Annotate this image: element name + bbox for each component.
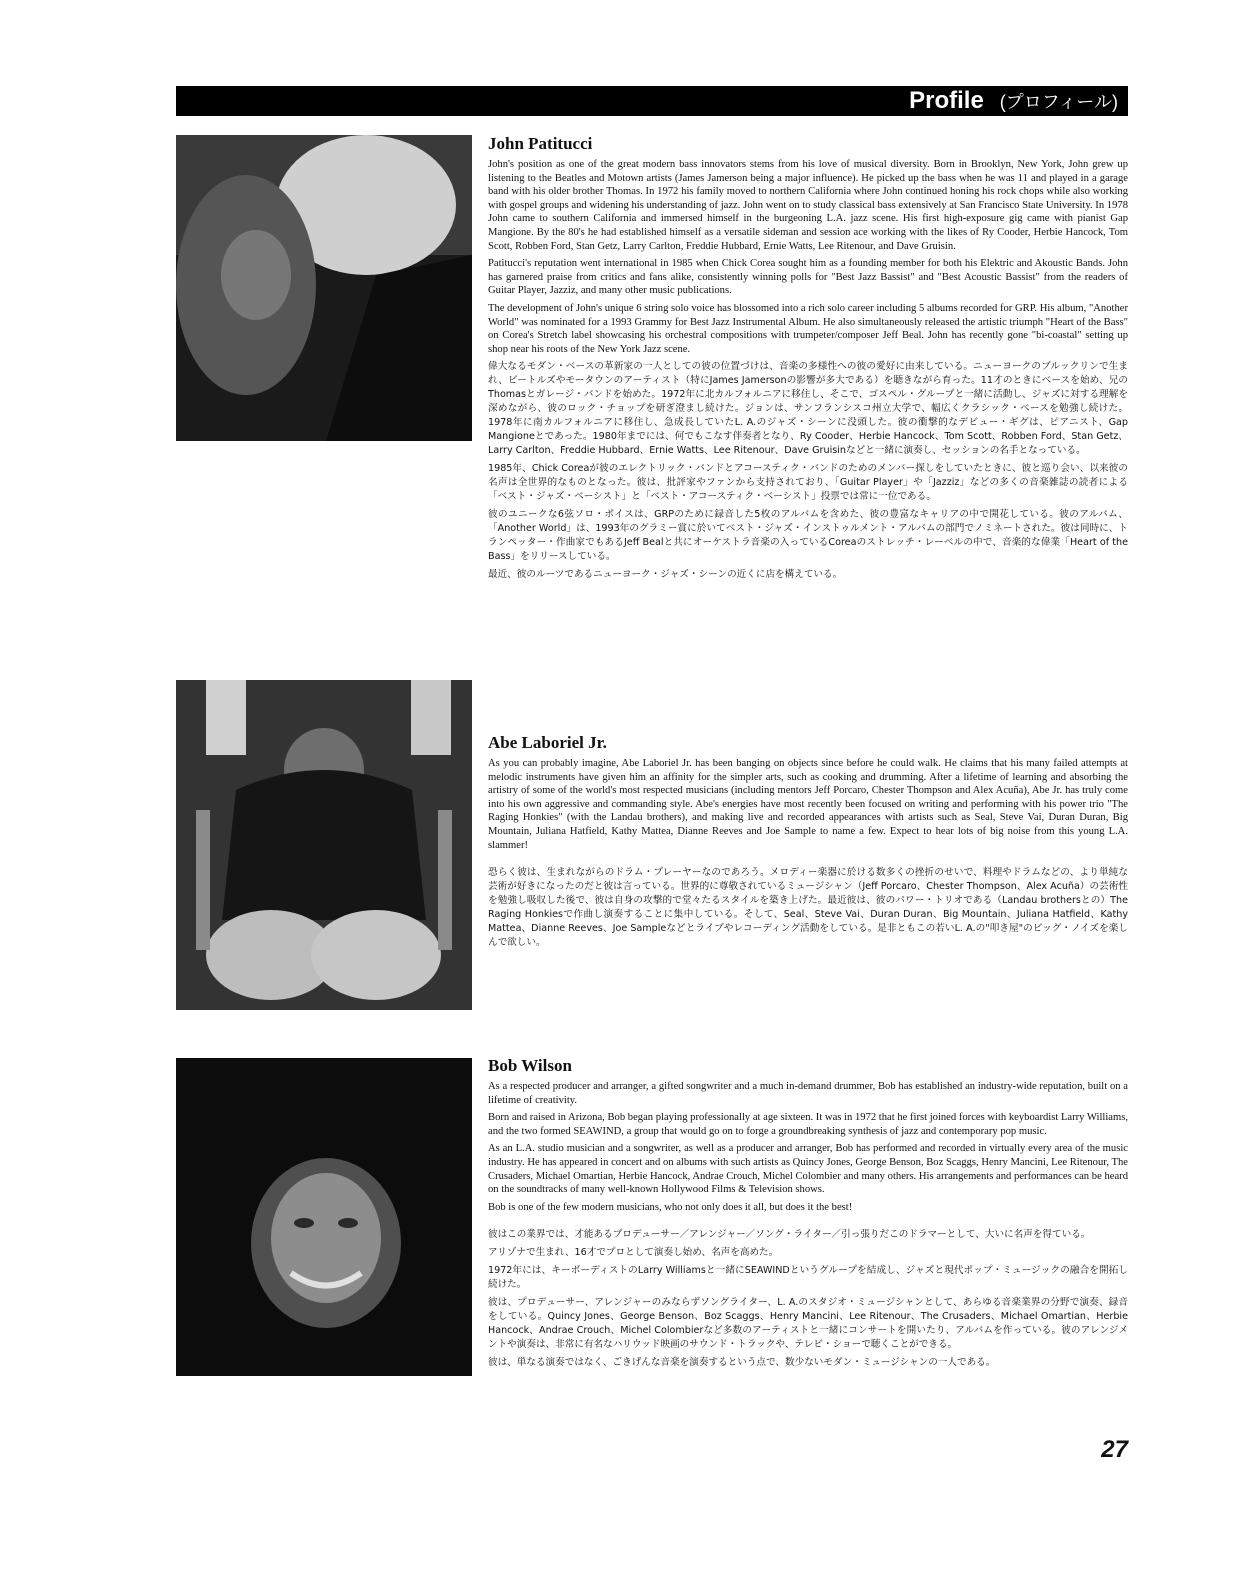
bio-ja-paragraph: 彼は、プロデューサー、アレンジャーのみならずソングライター、L. A.のスタジオ・ミュージシャンとして、あらゆる音楽業界の分野で演奏、録音をしている。Quincy Jones、George Benson、Boz Scaggs、Henry Mancini、Lee Ritenour、The Crusaders、Michael Omartian、Herbie Hancock、Andrae Crouch、Michel Colombierなど多数のアーティストと一緒にコンサートを開いたり、アルバムを作っている。彼のアレンジメントや演奏は、非常に有名なハリウッド映画のサウンド・トラックや、テレビ・ショーで聴くことができる。	[488, 1297, 1128, 1351]
title-ja: (プロフィール)	[999, 92, 1118, 112]
profile-abe-laboriel	[488, 733, 1128, 954]
bio-en-paragraph: Patitucci's reputation went international in 1985 when Chick Corea sought him as a founding member for both his Elektric and Akoustic Bands. John has garnered praise from critics and fans alike, consistently winning polls for "Best Jazz Bassist" and "Best Acoustic Bassist" from the readers of Guitar Player, Jazziz, and many other music publications.	[488, 258, 1128, 297]
bio-ja-paragraph: 彼のユニークな6弦ソロ・ボイスは、GRPのために録音した5枚のアルバムを含めた、彼の豊富なキャリアの中で開花している。彼のアルバム、「Another World」は、1993年のグラミー賞に於いてベスト・ジャズ・インストゥルメント・アルバムの部門でノミネートされた。彼は同時に、トランペッター・作曲家でもあるJeff Bealと共にオーケストラ音楽の入っているCoreaのストレッチ・レーベルの中で、音楽的な偉業「Heart of the Bass」をリリースしている。	[488, 509, 1128, 563]
bio-en-paragraph: Bob is one of the few modern musicians, who not only does it all, but does it the best!	[488, 1201, 853, 1213]
bio-ja-paragraph: 最近、彼のルーツであるニューヨーク・ジャズ・シーンの近くに店を構えている。	[488, 569, 843, 581]
profile-john-patitucci	[488, 134, 1128, 586]
bio-ja-paragraph: 偉大なるモダン・ベースの革新家の一人としての彼の位置づけは、音楽の多様性への彼の愛好に由来している。ニューヨークのブルックリンで生まれ、ビートルズやモータウンのアーティスト（特にJames Jamersonの影響が多大である）を聴きながら育った。11才のときにベースを始め、兄のThomasとガレージ・バンドを始めた。1972年に北カルフォルニアに移住し、そこで、ゴスペル・グループと一緒に活動し、ジャズに対する理解を深めながら、彼のロック・チョップを研ぎ澄まし続けた。ジョンは、サンフランシスコ州立大学で、幅広くクラシック・ベースを勉強し続けた。1978年に南カルフォルニアに移住し、急成長していたL. A.のジャズ・シーンに没頭した。彼の衝撃的なデビュー・ギグは、ピアニスト、Gap Mangioneとであった。1980年までには、何でもこなす伴奏者となり、Ry Cooder、Herbie Hancock、Tom Scott、Robben Ford、Stan Getz、Larry Carlton、Freddie Hubbard、Ernie Watts、Lee Ritenour、Dave Gruisinなどと一緒に演奏し、セッションの名手となっている。	[488, 361, 1128, 457]
bio-ja-paragraph: 彼は、単なる演奏ではなく、ごきげんな音楽を演奏するという点で、数少ないモダン・ミュージシャンの一人である。	[488, 1357, 996, 1369]
page-title	[909, 86, 1118, 116]
bio-ja-paragraph: 恐らく彼は、生まれながらのドラム・プレーヤーなのであろう。メロディー楽器に於ける数多くの挫折のせいで、料理やドラムなどの、より単純な芸術が好きになったのだと彼は言っている。世界的に尊敬されているミュージシャン（Jeff Porcaro、Chester Thompson、Alex Acuña）の芸術性を勉強し吸収した後で、彼は自身の攻撃的で堂々たるスタイルを築き上げた。最近彼は、彼のパワー・トリオである（Landau brothersとの）The Raging Honkiesで作曲し演奏することに集中している。そして、Seal、Steve Vai、Duran Duran、Big Mountain、Juliana Hatfield、Kathy Mattea、Dianne Reeves、Joe Sampleなどとライブやレコーディング活動をしている。是非ともこの若いL. A.の"叩き屋"のビッグ・ノイズを楽しんで欲しい。	[488, 867, 1128, 949]
profile-name: Abe Laboriel Jr.	[488, 733, 607, 752]
bio-en-paragraph: Born and raised in Arizona, Bob began playing professionally at age sixteen. It was in 1972 that he first joined forces with keyboardist Larry Williams, and the two formed SEAWIND, a group that would go on to forge a groundbreaking synthesis of jazz and contemporary pop music.	[488, 1112, 1128, 1137]
title-en: Profile	[909, 87, 984, 114]
profile-name: John Patitucci	[488, 134, 593, 153]
bio-ja-paragraph: 1985年、Chick Coreaが彼のエレクトリック・バンドとアコースティク・バンドのためのメンバー探しをしていたときに、彼と巡り会い、以来彼の名声は全世界的なものとなった。彼は、批評家やファンから支持されており、「Guitar Player」や「Jazziz」などの多くの音楽雑誌の読者による「ベスト・ジャズ・ベーシスト」と「ベスト・アコースティク・ベーシスト」投票では常に一位である。	[488, 463, 1128, 503]
bio-ja-paragraph: アリゾナで生まれ、16才でプロとして演奏し始め、名声を高めた。	[488, 1247, 779, 1259]
bio-en-paragraph: As you can probably imagine, Abe Laboriel Jr. has been banging on objects since before he could walk. He claims that his many failed attempts at melodic instruments have given him an affinity for the simpler arts, such as cooking and drumming. After a lifetime of learning and absorbing the artistry of some of the world's most respected musicians (including mentors Jeff Porcaro, Chester Thompson and Alex Acuña), Abe Jr. has truly come into his own aggressive and commanding style. Abe's energies have most recently been focused on writing and performing with his power trio "The Raging Honkies" (with the Landau brothers), and making live and recorded appearances with artists such as Seal, Steve Vai, Duran Duran, Big Mountain, Juliana Hatfield, Kathy Mattea, Dianne Reeves and Joe Sample to name a few. Expect to hear lots of big noise from this young L.A. slammer!	[488, 758, 1128, 851]
header-bar	[176, 86, 1128, 116]
bob-wilson-photo	[176, 1058, 472, 1376]
page-number: 27	[1101, 1436, 1128, 1463]
profile-bob-wilson	[488, 1056, 1128, 1374]
abe-laboriel-photo	[176, 680, 472, 1010]
john-patitucci-photo	[176, 135, 472, 441]
bio-en-paragraph: As an L.A. studio musician and a songwriter, as well as a producer and arranger, Bob has performed and recorded in virtually every area of the music industry. He has appeared in concert and on albums with such artists as Quincy Jones, George Benson, Boz Scaggs, Henry Mancini, Lee Ritenour, The Crusaders, Michael Omartian, Herbie Hancock, Andrae Crouch, Michel Colombier and many others. His arrangements and performances can be heard on the soundtracks of many well-known Hollywood Films & Television shows.	[488, 1143, 1128, 1196]
bio-ja-paragraph: 1972年には、キーボーディストのLarry Williamsと一緒にSEAWINDというグループを結成し、ジャズと現代ポップ・ミュージックの融合を開拓し続けた。	[488, 1265, 1128, 1291]
bio-en-paragraph: John's position as one of the great modern bass innovators stems from his love of musical diversity. Born in Brooklyn, New York, John grew up listening to the Beatles and Motown artists (James Jamerson being a major influence). He picked up the bass when he was 11 and played in a garage band with his older brother Thomas. In 1972 his family moved to northern California where John continued honing his rock chops while also working with gospel groups and widening his understanding of jazz. John went on to study classical bass extensively at San Francisco State University. In 1978 John came to southern California and immersed himself in the burgeoning L.A. jazz scene. His first high-exposure gig came with pianist Gap Mangione. By the 80's he had established himself as a versatile sideman and session ace working with the likes of Ry Cooder, Herbie Hancock, Tom Scott, Robben Ford, Stan Getz, Larry Carlton, Freddie Hubbard, Ernie Watts, Lee Ritenour, and Dave Gruisin.	[488, 159, 1128, 252]
profile-name: Bob Wilson	[488, 1056, 572, 1075]
bio-ja-paragraph: 彼はこの業界では、才能あるプロデューサー／アレンジャー／ソング・ライター／引っ張りだこのドラマーとして、大いに名声を得ている。	[488, 1229, 1091, 1241]
bio-en-paragraph: The development of John's unique 6 string solo voice has blossomed into a rich solo career including 5 albums recorded for GRP. His album, "Another World" was nominated for a 1993 Grammy for Best Jazz Instrumental Album. He also simultaneously released the artistic triumph "Heart of the Bass" on Corea's Stretch label showcasing his orchestral compositions with trumpeter/composer Jeff Beal. John has recently gone "bi-coastal" setting up shop near his roots of the New York Jazz scene.	[488, 302, 1128, 355]
bio-en-paragraph: As a respected producer and arranger, a gifted songwriter and a much in-demand drummer, Bob has established an industry-wide reputation, built on a lifetime of creativity.	[488, 1081, 1128, 1106]
